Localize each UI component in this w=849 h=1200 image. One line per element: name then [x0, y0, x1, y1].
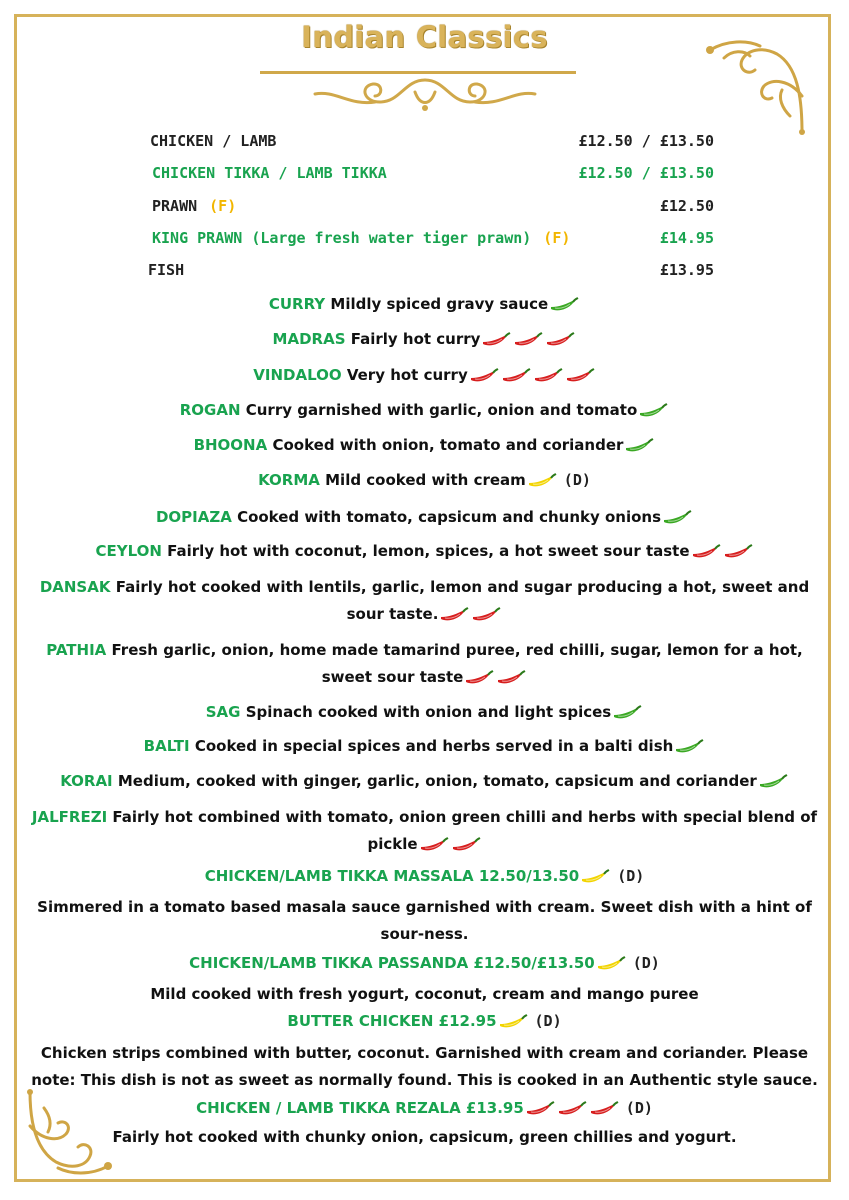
dish-description: Fairly hot combined with tomato, onion green chilli and herbs with special blend of pickle [112, 808, 818, 853]
special-name: CHICKEN / LAMB TIKKA REZALA £13.95 [196, 1099, 524, 1117]
page-title: Indian Classics [301, 20, 548, 54]
special-name: BUTTER CHICKEN £12.95 [287, 1012, 497, 1030]
dish-description: Fairly hot cooked with lentils, garlic, lemon and sugar producing a hot, sweet and sour taste. [115, 578, 810, 623]
red-chilli-icon [451, 837, 481, 853]
base-price-value: £12.50 / £13.50 [578, 164, 714, 182]
dish-name: BALTI [143, 737, 190, 755]
dish-name: KORAI [60, 772, 113, 790]
dish-item [24, 699, 825, 726]
green-chilli-icon [624, 438, 654, 454]
dish-item [24, 504, 825, 531]
red-chilli-icon [589, 1101, 619, 1117]
special-description: Mild cooked with fresh yogurt, coconut, cream and mango puree [150, 985, 699, 1003]
dish-name: CURRY [268, 295, 326, 313]
red-chilli-icon [691, 544, 721, 560]
dairy-note: (D) [563, 471, 591, 489]
base-price-label: KING PRAWN (Large fresh water tiger prawn) [152, 229, 532, 247]
special-description: Chicken strips combined with butter, coconut. Garnished with cream and coriander. Please note: This dish is not as sweet as normally found. This is cooked in an Authentic style sauce. [31, 1044, 818, 1089]
yellow-chilli-icon [527, 473, 557, 489]
yellow-chilli-icon [580, 869, 610, 885]
base-price-label: FISH [148, 261, 185, 279]
green-chilli-icon [662, 510, 692, 526]
dairy-note: (D) [632, 954, 660, 972]
green-chilli-icon [549, 297, 579, 313]
dish-item [24, 733, 825, 760]
red-chilli-icon [419, 837, 449, 853]
dish-description: Cooked in special spices and herbs served in a balti dish [194, 737, 674, 755]
dish-description: Very hot curry [346, 366, 468, 384]
red-chilli-icon [469, 368, 499, 384]
red-chilli-icon [501, 368, 531, 384]
special-name: CHICKEN/LAMB TIKKA PASSANDA £12.50/£13.50 [189, 954, 595, 972]
diet-tag: (F) [543, 229, 571, 247]
red-chilli-icon [481, 332, 511, 348]
dish-item [24, 637, 825, 691]
red-chilli-icon [723, 544, 753, 560]
dish-description: Fresh garlic, onion, home made tamarind puree, red chilli, sugar, lemon for a hot, sweet sour taste [111, 641, 803, 686]
corner-ornament-top-right [702, 36, 812, 136]
special-description: Fairly hot cooked with chunky onion, capsicum, green chillies and yogurt. [112, 1128, 737, 1146]
dish-item [24, 432, 825, 459]
dairy-note: (D) [534, 1012, 562, 1030]
dish-description: Cooked with onion, tomato and coriander [272, 436, 624, 454]
dish-name: CEYLON [95, 542, 162, 560]
dish-description: Medium, cooked with ginger, garlic, onion, tomato, capsicum and coriander [117, 772, 757, 790]
dairy-note: (D) [617, 867, 645, 885]
red-chilli-icon [557, 1101, 587, 1117]
base-price-value: £13.95 [659, 261, 714, 279]
dish-name: MADRAS [272, 330, 346, 348]
special-heading [24, 1095, 825, 1122]
dish-name: DOPIAZA [155, 508, 232, 526]
red-chilli-icon [565, 368, 595, 384]
dish-name: VINDALOO [253, 366, 342, 384]
base-price-name [152, 229, 570, 247]
base-price-label: CHICKEN / LAMB [150, 132, 277, 150]
base-price-value: £12.50 / £13.50 [578, 132, 714, 150]
dairy-note: (D) [625, 1099, 653, 1117]
green-chilli-icon [612, 705, 642, 721]
base-price-name [152, 197, 236, 215]
special-name: CHICKEN/LAMB TIKKA MASSALA 12.50/13.50 [204, 867, 580, 885]
dish-name: JALFREZI [31, 808, 108, 826]
diet-tag: (F) [209, 197, 237, 215]
base-price-value: £12.50 [659, 197, 714, 215]
dish-item [24, 538, 825, 565]
red-chilli-icon [496, 670, 526, 686]
dish-name: SAG [205, 703, 241, 721]
yellow-chilli-icon [596, 956, 626, 972]
base-price-name [148, 261, 184, 279]
base-price-name [152, 164, 387, 182]
dish-item [24, 574, 825, 628]
title-scroll-ornament [305, 72, 545, 116]
dish-name: DANSAK [39, 578, 111, 596]
red-chilli-icon [545, 332, 575, 348]
dish-item [24, 467, 825, 494]
base-price-label: CHICKEN TIKKA / LAMB TIKKA [152, 164, 387, 182]
dish-name: PATHIA [46, 641, 107, 659]
dish-description: Curry garnished with garlic, onion and tomato [245, 401, 638, 419]
special-heading [24, 1008, 825, 1035]
red-chilli-icon [464, 670, 494, 686]
dish-description: Spinach cooked with onion and light spices [245, 703, 612, 721]
red-chilli-icon [439, 607, 469, 623]
dish-name: ROGAN [179, 401, 241, 419]
dish-item [24, 326, 825, 353]
red-chilli-icon [513, 332, 543, 348]
base-price-value: £14.95 [659, 229, 714, 247]
dish-description: Fairly hot curry [350, 330, 481, 348]
dish-name: KORMA [258, 471, 320, 489]
yellow-chilli-icon [498, 1014, 528, 1030]
dish-item [24, 804, 825, 858]
dish-item [24, 768, 825, 795]
dish-item [24, 362, 825, 389]
red-chilli-icon [471, 607, 501, 623]
dish-description: Mild cooked with cream [325, 471, 526, 489]
special-heading [24, 863, 825, 890]
dish-description: Cooked with tomato, capsicum and chunky onions [237, 508, 662, 526]
dish-item [24, 397, 825, 424]
red-chilli-icon [533, 368, 563, 384]
green-chilli-icon [638, 403, 668, 419]
base-price-name [150, 132, 276, 150]
dish-item [24, 291, 825, 318]
base-price-label: PRAWN [152, 197, 198, 215]
green-chilli-icon [758, 774, 788, 790]
red-chilli-icon [525, 1101, 555, 1117]
dish-name: BHOONA [193, 436, 268, 454]
dish-description: Mildly spiced gravy sauce [330, 295, 549, 313]
special-description: Simmered in a tomato based masala sauce garnished with cream. Sweet dish with a hint of sour-ness. [37, 898, 812, 943]
green-chilli-icon [674, 739, 704, 755]
dish-description: Fairly hot with coconut, lemon, spices, a hot sweet sour taste [167, 542, 690, 560]
special-heading [24, 950, 825, 977]
